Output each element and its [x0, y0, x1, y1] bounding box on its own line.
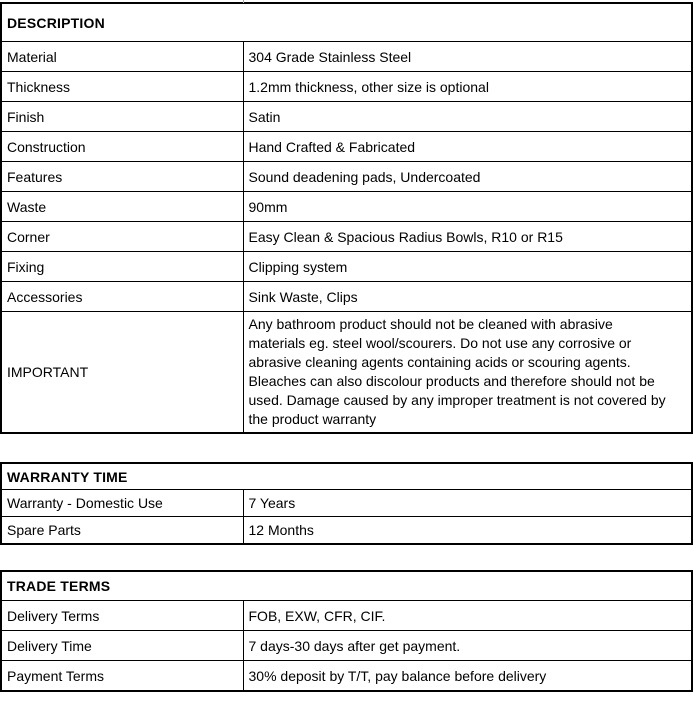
table-title-row	[1, 3, 692, 42]
description-table-title: DESCRIPTION	[1, 3, 692, 42]
table-row	[1, 490, 692, 517]
spec-label-features: Features	[1, 162, 243, 192]
trade-value-delivery-terms: FOB, EXW, CFR, CIF.	[243, 601, 692, 631]
spec-label-waste: Waste	[1, 192, 243, 222]
spec-value-material: 304 Grade Stainless Steel	[243, 42, 692, 72]
spec-label-construction: Construction	[1, 132, 243, 162]
table-row	[1, 282, 692, 312]
trade-terms-table-title: TRADE TERMS	[1, 571, 692, 601]
table-row	[1, 312, 692, 434]
trade-label-payment-terms: Payment Terms	[1, 661, 243, 692]
table-row	[1, 132, 692, 162]
table-row	[1, 601, 692, 631]
crop-artifact-tick	[243, 0, 244, 3]
trade-value-payment-terms: 30% deposit by T/T, pay balance before delivery	[243, 661, 692, 692]
spec-label-accessories: Accessories	[1, 282, 243, 312]
important-care-note: Any bathroom product should not be cleaned with abrasive materials eg. steel wool/scourers. Do not use any corrosive or abrasive cleaning agents containing acids or scouring agents. Bleaches can also discolour products and therefore should not be used. Damage caused by any improper treatment is not covered by the product warranty	[248, 316, 666, 427]
table-row	[1, 162, 692, 192]
spec-label-fixing: Fixing	[1, 252, 243, 282]
spec-value-finish: Satin	[243, 102, 692, 132]
spec-value-thickness: 1.2mm thickness, other size is optional	[243, 72, 692, 102]
spec-value-waste: 90mm	[243, 192, 692, 222]
table-row	[1, 192, 692, 222]
table-row	[1, 222, 692, 252]
table-row	[1, 661, 692, 692]
spec-label-corner: Corner	[1, 222, 243, 252]
spec-label-material: Material	[1, 42, 243, 72]
table-title-row	[1, 463, 692, 490]
spec-value-important	[243, 312, 692, 434]
trade-label-delivery-time: Delivery Time	[1, 631, 243, 661]
table-row	[1, 252, 692, 282]
spec-value-corner: Easy Clean & Spacious Radius Bowls, R10 or R15	[243, 222, 692, 252]
spec-value-fixing: Clipping system	[243, 252, 692, 282]
spec-label-finish: Finish	[1, 102, 243, 132]
spec-value-features: Sound deadening pads, Undercoated	[243, 162, 692, 192]
trade-label-delivery-terms: Delivery Terms	[1, 601, 243, 631]
trade-terms-table	[0, 570, 693, 692]
spec-label-thickness: Thickness	[1, 72, 243, 102]
spec-value-accessories: Sink Waste, Clips	[243, 282, 692, 312]
spec-label-important: IMPORTANT	[1, 312, 243, 434]
spec-value-construction: Hand Crafted & Fabricated	[243, 132, 692, 162]
trade-value-delivery-time: 7 days-30 days after get payment.	[243, 631, 692, 661]
table-row	[1, 102, 692, 132]
table-row	[1, 42, 692, 72]
table-row	[1, 72, 692, 102]
table-row	[1, 631, 692, 661]
warranty-value-spare-parts: 12 Months	[243, 517, 692, 545]
warranty-label-domestic: Warranty - Domestic Use	[1, 490, 243, 517]
description-table	[0, 2, 693, 434]
warranty-table	[0, 462, 693, 545]
warranty-label-spare-parts: Spare Parts	[1, 517, 243, 545]
warranty-table-title: WARRANTY TIME	[1, 463, 692, 490]
table-row	[1, 517, 692, 545]
table-title-row	[1, 571, 692, 601]
warranty-value-domestic: 7 Years	[243, 490, 692, 517]
